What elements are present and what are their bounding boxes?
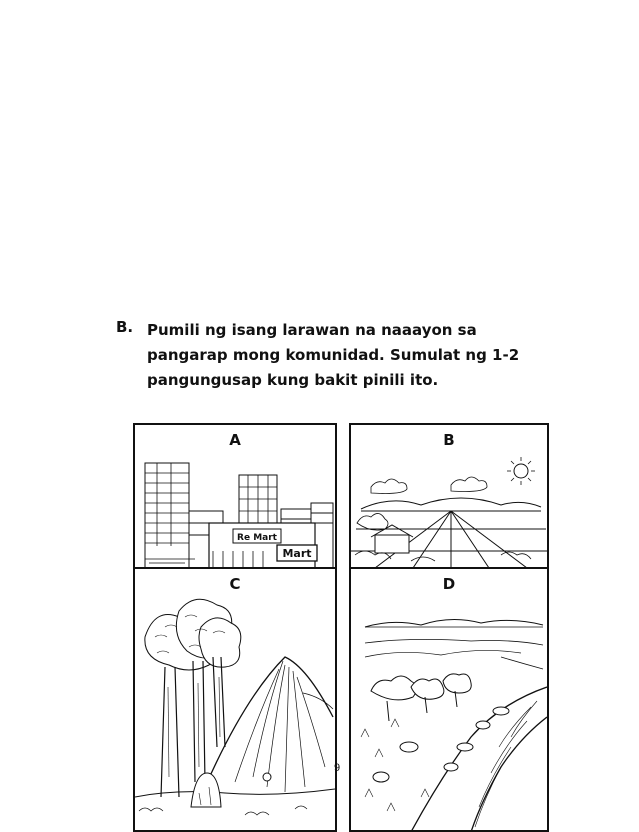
option-b-panel[interactable] xyxy=(349,423,549,569)
option-d-panel[interactable] xyxy=(349,567,549,832)
option-c-label: C xyxy=(229,575,241,593)
instruction-line-2: pangarap mong komunidad. Sumulat ng 1-2 xyxy=(147,346,520,364)
item-number: B. xyxy=(116,318,134,336)
mall-sign-top: Re Mart xyxy=(237,533,277,543)
instruction-text xyxy=(147,318,577,393)
farmland-illustration xyxy=(351,451,547,569)
mall-sign-front: Mart xyxy=(282,547,312,560)
option-a-panel[interactable] xyxy=(133,423,337,569)
river-illustration xyxy=(351,597,547,832)
option-b-label: B xyxy=(443,431,455,449)
option-d-label: D xyxy=(442,575,456,593)
option-a-label: A xyxy=(229,431,241,449)
instruction-line-1: Pumili ng isang larawan na naaayon sa xyxy=(147,321,477,339)
mountain-forest-illustration xyxy=(135,597,335,832)
option-c-panel[interactable] xyxy=(133,567,337,832)
city-illustration xyxy=(135,451,335,569)
page-number: 9 xyxy=(334,762,341,774)
instruction-line-3: pangungusap kung bakit pinili ito. xyxy=(147,371,439,389)
